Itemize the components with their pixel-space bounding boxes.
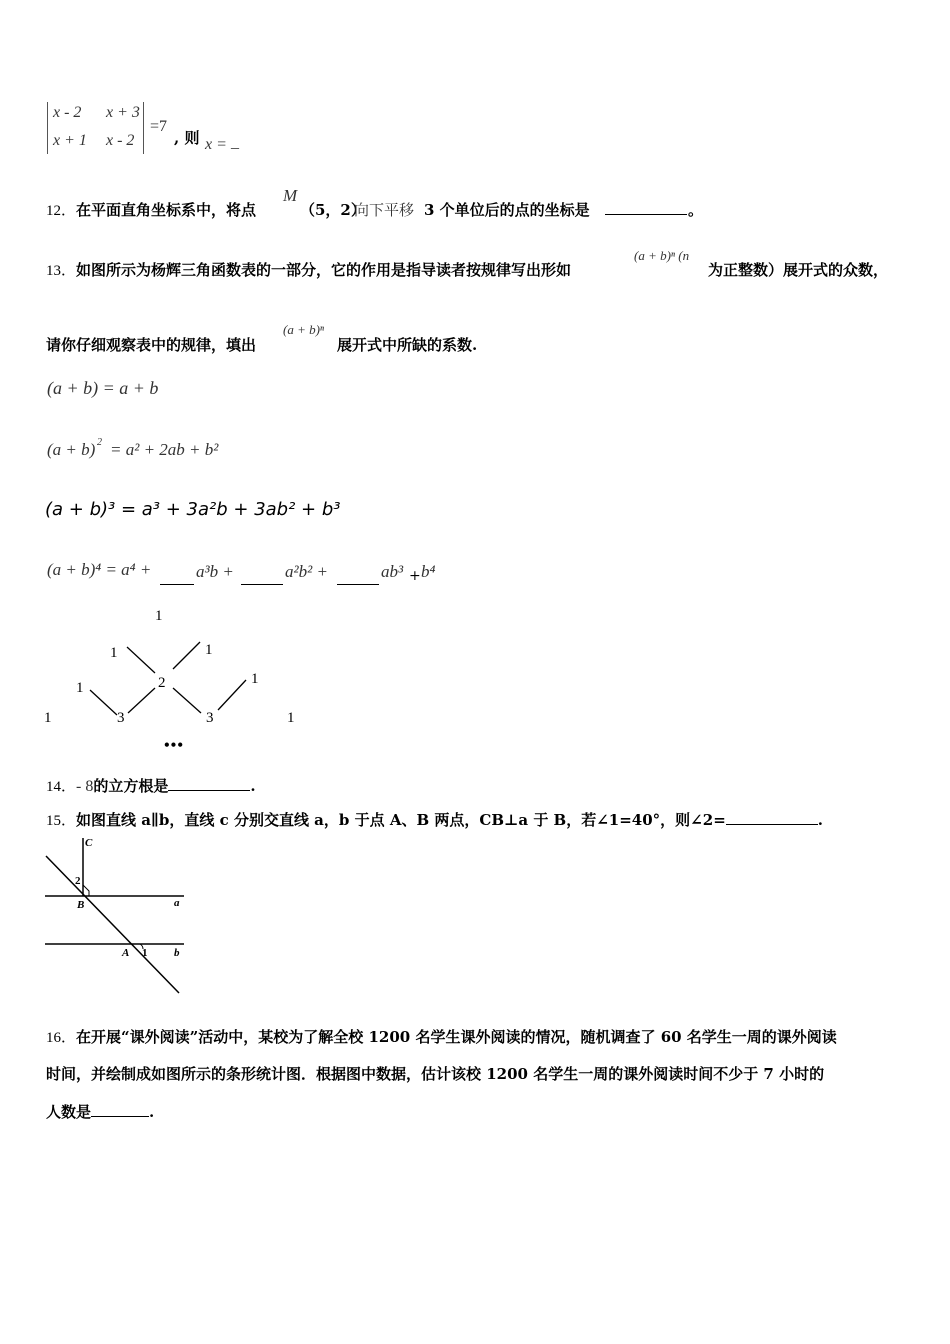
tri-dots: •••	[163, 738, 184, 752]
tri-line-6	[218, 680, 246, 710]
q15-figure	[40, 832, 200, 1002]
det-r2c2: x - 2	[106, 132, 135, 149]
q16-line2: 时间，并绘制成如图所示的条形统计图．根据图中数据，估计该校 1200 名学生一周的课外阅读时间不少于 7 小时的	[46, 1065, 825, 1083]
q13-line1-b: 为正整数）展开式的众数，	[708, 261, 889, 279]
tri-r2-2: 1	[251, 671, 259, 687]
q14-value: - 8	[76, 778, 94, 795]
q12-answer-blank[interactable]	[605, 200, 687, 215]
q13-eq4-t1: a³b +	[196, 562, 234, 581]
label-a: a	[174, 897, 180, 909]
q13-line1-a: 如图所示为杨辉三角函数表的一部分，它的作用是指导读者按规律写出形如	[76, 261, 572, 279]
q13-eq2-rhs: = a² + 2ab + b²	[110, 440, 219, 459]
label-B: B	[77, 899, 85, 911]
q13-eq2-lhs: (a + b)	[47, 440, 96, 459]
q15-answer-blank[interactable]	[726, 810, 818, 825]
tri-line-3	[90, 690, 117, 715]
q13-expr2: (a + b)ⁿ	[283, 322, 325, 337]
tri-r2-1: 2	[158, 675, 166, 691]
q13-number: 13．	[46, 263, 77, 279]
label-A: A	[122, 947, 130, 959]
q14-text: 的立方根是	[93, 777, 169, 795]
tri-r1-0: 1	[110, 645, 118, 661]
tri-r3-2: 3	[206, 710, 214, 726]
tri-r3-3: 1	[287, 710, 295, 726]
question-15	[46, 809, 823, 830]
det-r2c1: x + 1	[53, 132, 87, 149]
tri-r3-0: 1	[44, 710, 52, 726]
q13-eq4-plus: +	[409, 568, 421, 584]
q12-point-label: M	[283, 186, 298, 205]
q11-answer-blank: _	[231, 134, 239, 151]
q12-number: 12．	[46, 203, 77, 219]
q13-eq2-exp: 2	[97, 437, 102, 448]
q16-line1: 在开展“课外阅读”活动中，某校为了解全校 1200 名学生课外阅读的情况，随机调查了 60 名学生一周的课外阅读	[76, 1028, 837, 1046]
q16-line3: 人数是	[46, 1103, 92, 1121]
q13-eq4-lhs: (a + b)⁴ = a⁴ +	[47, 560, 152, 579]
q16-end: .	[149, 1103, 155, 1121]
q13-eq1: (a + b) = a + b	[47, 378, 159, 398]
q14-answer-blank[interactable]	[168, 776, 250, 791]
q16-line3-wrap	[46, 1101, 154, 1122]
q15-end: .	[817, 811, 823, 829]
tri-line-4	[128, 688, 155, 713]
tri-line-1	[127, 647, 155, 673]
q12-end: 。	[688, 201, 704, 219]
q12-coords: （5，2）	[300, 201, 366, 219]
tri-line-2	[173, 642, 200, 669]
triangle-lines	[0, 0, 320, 760]
det-r1c1: x - 2	[53, 104, 82, 121]
q13-line2-a: 请你仔细观察表中的规律，填出	[46, 336, 257, 354]
tri-r1-1: 1	[205, 642, 213, 658]
q16-number: 16．	[46, 1030, 77, 1046]
q12-text-b: 向下平移	[354, 201, 415, 219]
tri-line-5	[173, 688, 201, 713]
label-b: b	[174, 947, 180, 959]
question-16	[46, 1026, 837, 1047]
line-c	[46, 856, 179, 993]
q12-text-c: 3 个单位后的点的坐标是	[424, 201, 590, 219]
q11-then: , 则	[174, 129, 200, 147]
q12-text-a: 在平面直角坐标系中，将点	[76, 201, 257, 219]
q13-eq4-t4: b⁴	[421, 562, 436, 581]
q13-eq3: (a + b)³ = a³ + 3a²b + 3ab² + b³	[45, 499, 341, 520]
q15-text: 如图直线 a∥b，直线 c 分别交直线 a，b 于点 A、B 两点，CB⊥a 于 B，若∠1=40°，则∠2=	[76, 811, 726, 829]
q11-answer-var: x =	[205, 136, 227, 153]
q13-blank-3[interactable]	[337, 570, 379, 585]
tri-r2-0: 1	[76, 680, 84, 696]
q14-end: .	[250, 777, 256, 795]
q13-eq4-t2: a²b² +	[285, 562, 328, 581]
label-2: 2	[75, 875, 81, 887]
q13-eq4-t3: ab³	[381, 562, 404, 581]
det-r1c2: x + 3	[106, 104, 140, 121]
tri-r3-1: 3	[117, 710, 125, 726]
label-1: 1	[142, 947, 148, 959]
q13-expr1: (a + b)ⁿ (n	[634, 248, 690, 263]
q13-line2-b: 展开式中所缺的系数.	[337, 336, 478, 354]
q14-number: 14．	[46, 779, 77, 795]
label-C: C	[85, 837, 93, 849]
q11-equals: =7	[150, 118, 168, 135]
tri-r0-0: 1	[155, 608, 163, 624]
question-14	[46, 775, 256, 796]
q15-number: 15．	[46, 813, 77, 829]
q16-answer-blank[interactable]	[91, 1102, 149, 1117]
